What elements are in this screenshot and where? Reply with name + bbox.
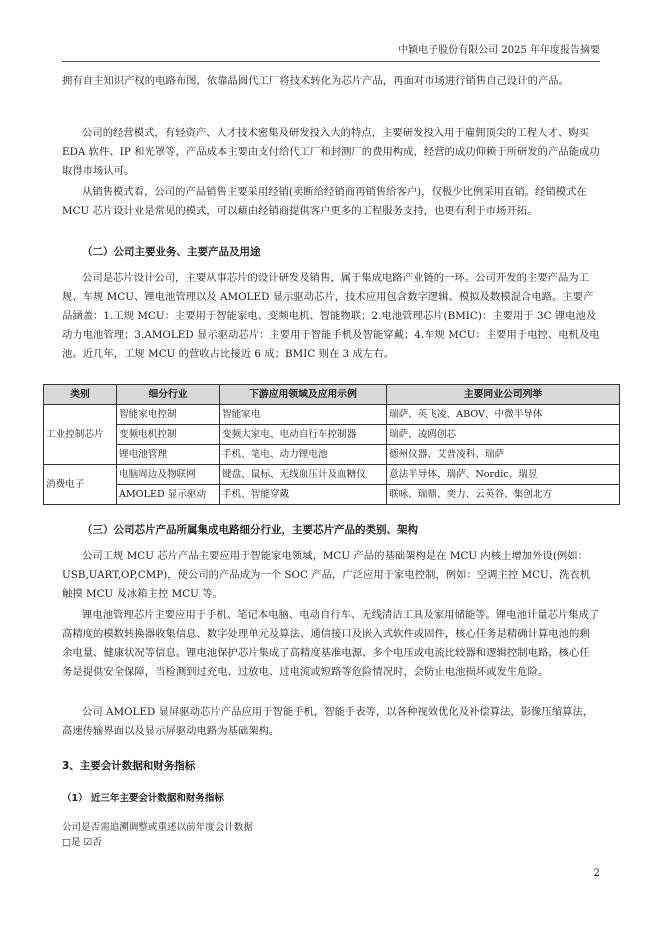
table-header-applications: 下游应用领域及应用示例: [220, 385, 387, 405]
table-cell-category: 消费电子: [44, 465, 117, 505]
table-row: [44, 405, 620, 425]
table-row: [44, 425, 620, 445]
table-cell: 变频大家电、电动自行车控制器: [220, 425, 387, 445]
table-cell: AMOLED 显示驱动: [117, 485, 220, 505]
product-category-table: [43, 384, 620, 505]
subsection-heading-three-year-data: （1） 近三年主要会计数据和财务指标: [62, 793, 224, 804]
page-number: 2: [593, 868, 600, 879]
table-row: [44, 465, 620, 485]
table-cell: 手机、智能穿戴: [220, 485, 387, 505]
section-heading-financial-data: 3、主要会计数据和财务指标: [62, 760, 196, 772]
paragraph-business-model: 公司的经营模式，有轻资产、人才技术密集及研发投入大的特点，主要研发投入用于雇佣顶尖的工程人才、购买 EDA 软件、IP 和光罩等，产品成本主要由支付给代工厂和封测厂的费用构成，经营的成功仰赖于所研发的产品能成功取得市场认可。: [62, 127, 600, 177]
table-cell: 德州仪器、艾普凌科、瑞萨: [387, 445, 620, 465]
paragraph-mcu-architecture: 公司工规 MCU 芯片产品主要应用于智能家电领域，MCU 产品的基础架构是在 MCU 内核上增加外设(例如：USB,UART,OP,CMP)，使公司的产品成为一个 SOC 产品，广泛应用于家电控制，例如：空调主控 MCU、洗衣机触摸 MCU 及冰箱主控 MCU 等。: [62, 550, 591, 600]
table-cell: 意法半导体、瑞萨、Nordic、瑞昱: [387, 465, 620, 485]
table-cell: 联咏、瑞鼎、奕力、云英谷、集创北方: [387, 485, 620, 505]
table-cell: 锂电池管理: [117, 445, 220, 465]
table-row: [44, 485, 620, 505]
table-header-sub-industry: 细分行业: [117, 385, 220, 405]
table-row: [44, 445, 620, 465]
table-cell: 变频电机控制: [117, 425, 220, 445]
table-cell: 电脑周边及物联网: [117, 465, 220, 485]
section-heading-main-business: （二）公司主要业务、主要产品及用途: [82, 246, 261, 258]
question-retrospective-adjustment: 公司是否需追溯调整或重述以前年度会计数据: [62, 822, 254, 833]
paragraph-main-products: 公司是芯片设计公司，主要从事芯片的设计研发及销售，属于集成电路产业链的一环。公司开发的主要产品为工规、车规 MCU、锂电池管理以及 AMOLED 显示驱动芯片，技术应用包含数字逻辑、模拟及数模混合电路。主要产品涵盖：1.工规 MCU：主要用于智能家电、变频电机、智能物联；2.电池管理芯片(BMIC)：主要用于 3C 锂电池及动力电池管理；3.AMOLED 显示驱动芯片：主要用于智能手机及智能穿戴；4.车规 MCU：主要用于电控、电机及电池。近几年，工规 MCU 的营收占比接近 6 成；BMIC 则在 3 成左右。: [62, 272, 600, 360]
table-cell: 智能家电控制: [117, 405, 220, 425]
paragraph-amoled-driver: 公司 AMOLED 显屏驱动芯片产品应用于智能手机，智能手表等，以各种视效优化及补偿算法，影像压缩算法，高速传输界面以及显示屏驱动电路为基础架构。: [62, 706, 594, 737]
table-cell: 瑞萨、英飞凌、ABOV、中微半导体: [387, 405, 620, 425]
paragraph-chip-design: 拥有自主知识产权的电路布图，依靠晶圆代工厂将技术转化为芯片产品，再面对市场进行销售自己设计的产品。: [62, 75, 569, 87]
table-header-category: 类别: [44, 385, 117, 405]
table-cell-category: 工业控制芯片: [44, 405, 117, 465]
answer-checkbox-no: □是 ☑否: [62, 837, 102, 848]
section-heading-chip-architecture: （三）公司芯片产品所属集成电路细分行业，主要芯片产品的类别、架构: [82, 524, 418, 536]
table-cell: 键盘、鼠标、无线血压计及血糖仪: [220, 465, 387, 485]
table-cell: 瑞萨、凌鸥创芯: [387, 425, 620, 445]
page-header: 中颖电子股份有限公司 2025 年年度报告摘要: [62, 44, 600, 62]
paragraph-sales-model: 从销售模式看，公司的产品销售主要采用经销(卖断给经销商再销售给客户)，仅极少比例采用直销。经销模式在 MCU 芯片设计业是常见的模式，可以藉由经销商提供客户更多的工程服务支持，也更有利于市场开拓。: [62, 186, 587, 217]
paragraph-battery-management: 锂电池管理芯片主要应用于手机、笔记本电脑、电动自行车、无线清洁工具及家用储能等。锂电池计量芯片集成了高精度的模数转换器收集信息、数字处理单元及算法、通信接口及嵌入式软件或固件，核心任务是精确计算电池的剩余电量、健康状况等信息。锂电池保护芯片集成了高精度基准电源、多个电压或电流比较器和逻辑控制电路，核心任务是提供安全保障，当检测到过充电、过放电、过电流或短路等危险情况时，会防止电池损坏或发生危险。: [62, 609, 600, 678]
table-header-peers: 主要同业公司列举: [387, 385, 620, 405]
table-cell: 智能家电: [220, 405, 387, 425]
table-header-row: [44, 385, 620, 405]
table-cell: 手机、笔电、动力锂电池: [220, 445, 387, 465]
